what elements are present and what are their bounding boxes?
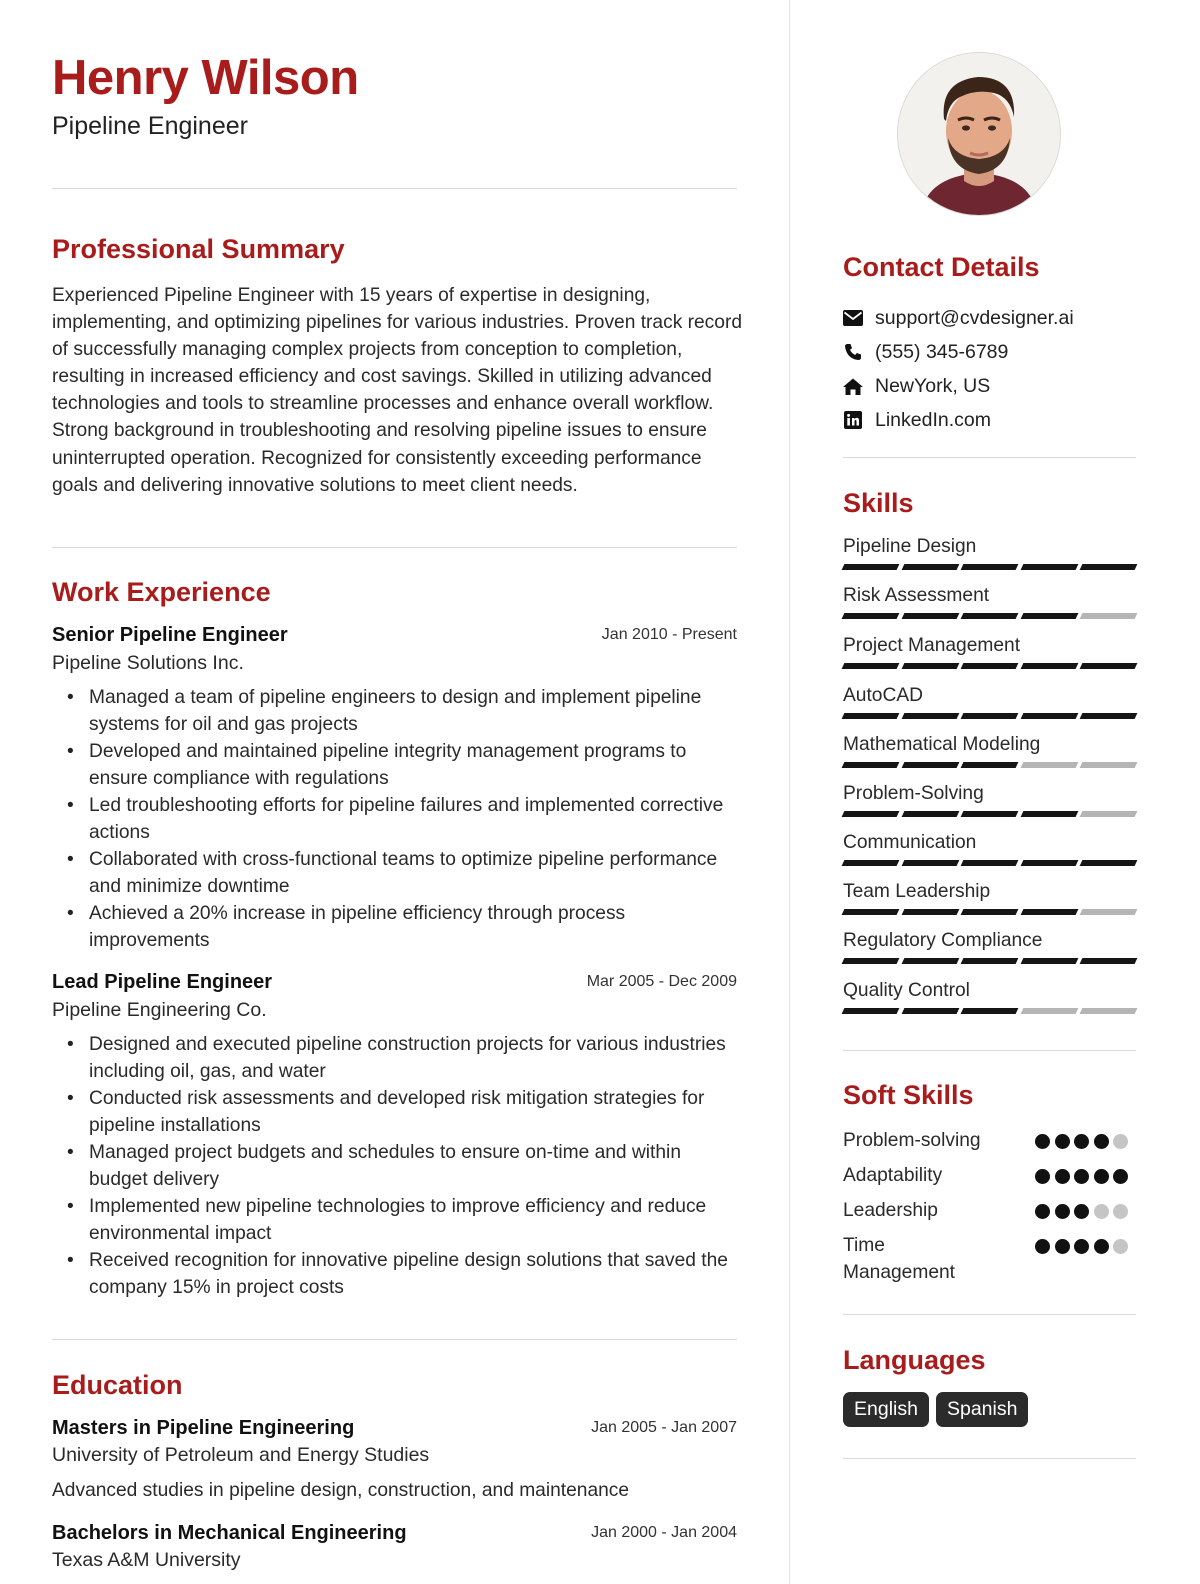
- skill-level-segment: [901, 663, 958, 669]
- skill-level-segment: [901, 909, 958, 915]
- rating-dot: [1113, 1134, 1128, 1149]
- skill-level-segment: [1080, 860, 1137, 866]
- education-description: Advanced studies in pipeline design, construction, and maintenance: [52, 1480, 630, 1501]
- skills-heading: Skills: [843, 488, 914, 518]
- skill-name: Problem-Solving: [843, 783, 984, 804]
- skill-level-segment: [901, 860, 958, 866]
- skill-row: [843, 585, 1136, 627]
- bullet-item: • Collaborated with cross-functional teams to optimize pipeline performance and minimize downtime: [89, 847, 739, 901]
- linkedin-text[interactable]: LinkedIn.com: [875, 408, 991, 431]
- education-dates: Jan 2005 - Jan 2007: [591, 1419, 737, 1436]
- contact-phone: [843, 337, 1009, 367]
- skill-level-segment: [1020, 811, 1077, 817]
- skill-level-segment: [1080, 564, 1137, 570]
- bullet-item: • Led troubleshooting efforts for pipeline failures and implemented corrective actions: [89, 793, 739, 847]
- skill-name: Pipeline Design: [843, 536, 977, 557]
- bullet-item: • Managed project budgets and schedules to ensure on-time and within budget delivery: [89, 1140, 739, 1194]
- languages-list: [843, 1392, 1028, 1427]
- skill-level-segment: [1080, 811, 1137, 817]
- header-divider: [52, 188, 737, 189]
- skill-level-segment: [961, 663, 1018, 669]
- languages-divider: [843, 1458, 1136, 1459]
- skill-name: Risk Assessment: [843, 585, 990, 606]
- skill-level-segment: [1080, 713, 1137, 719]
- rating-dot: [1055, 1204, 1070, 1219]
- skill-level-segment: [1020, 1008, 1077, 1014]
- skill-row: [843, 783, 1136, 825]
- skill-name: Quality Control: [843, 980, 970, 1001]
- skill-name: AutoCAD: [843, 685, 923, 706]
- skill-row: [843, 881, 1136, 923]
- rating-dot: [1094, 1169, 1109, 1184]
- skills-divider: [843, 1050, 1136, 1051]
- skill-level-segment: [961, 958, 1018, 964]
- job-bullets: [52, 685, 739, 955]
- skill-level-segment: [842, 713, 899, 719]
- phone-text[interactable]: (555) 345-6789: [875, 340, 1009, 363]
- soft-skills-divider: [843, 1314, 1136, 1315]
- soft-skill-name: Adaptability: [843, 1165, 943, 1186]
- column-divider: [789, 0, 790, 1584]
- soft-skill-rating: [1035, 1169, 1128, 1184]
- soft-skill-name: Time Management: [843, 1235, 955, 1283]
- rating-dot: [1055, 1239, 1070, 1254]
- skill-level-segment: [961, 1008, 1018, 1014]
- skill-level-bar: [843, 613, 1136, 620]
- skill-level-segment: [842, 1008, 899, 1014]
- skill-level-segment: [961, 762, 1018, 768]
- skill-level-segment: [901, 762, 958, 768]
- skill-level-segment: [842, 860, 899, 866]
- skill-level-segment: [961, 564, 1018, 570]
- soft-skill-name: Leadership: [843, 1200, 938, 1221]
- job-dates: Mar 2005 - Dec 2009: [586, 973, 737, 990]
- degree-title: Masters in Pipeline Engineering: [52, 1417, 355, 1439]
- job-dates: Jan 2010 - Present: [601, 626, 737, 643]
- rating-dot: [1094, 1239, 1109, 1254]
- skill-level-bar: [843, 860, 1136, 867]
- rating-dot: [1035, 1134, 1050, 1149]
- skill-level-segment: [1020, 909, 1077, 915]
- skill-level-segment: [842, 613, 899, 619]
- bullet-item: • Managed a team of pipeline engineers to design and implement pipeline systems for oil and gas projects: [89, 685, 739, 739]
- skill-level-segment: [1080, 663, 1137, 669]
- skill-level-segment: [1080, 613, 1137, 619]
- skill-level-segment: [1080, 909, 1137, 915]
- skill-level-segment: [1020, 958, 1077, 964]
- skill-row: [843, 930, 1136, 972]
- skill-level-segment: [1080, 762, 1137, 768]
- rating-dot: [1113, 1169, 1128, 1184]
- skill-level-segment: [842, 958, 899, 964]
- bullet-item: • Achieved a 20% increase in pipeline efficiency through process improvements: [89, 901, 739, 955]
- rating-dot: [1113, 1204, 1128, 1219]
- skill-name: Regulatory Compliance: [843, 930, 1043, 951]
- skill-row: [843, 536, 1136, 578]
- job-title: Lead Pipeline Engineer: [52, 971, 273, 993]
- skill-row: [843, 734, 1136, 776]
- skill-level-segment: [842, 564, 899, 570]
- soft-skill-rating: [1035, 1204, 1128, 1219]
- phone-icon: [843, 342, 863, 362]
- skill-level-segment: [961, 613, 1018, 619]
- education-dates: Jan 2000 - Jan 2004: [591, 1524, 737, 1541]
- skill-level-segment: [1080, 1008, 1137, 1014]
- rating-dot: [1094, 1204, 1109, 1219]
- skill-level-segment: [842, 663, 899, 669]
- linkedin-icon: [843, 410, 863, 430]
- skill-level-segment: [1020, 663, 1077, 669]
- rating-dot: [1055, 1169, 1070, 1184]
- bullet-item: • Implemented new pipeline technologies to improve efficiency and reduce environmental impact: [89, 1194, 739, 1248]
- skill-level-segment: [1080, 958, 1137, 964]
- skill-level-segment: [1020, 613, 1077, 619]
- skill-level-bar: [843, 909, 1136, 916]
- skill-level-segment: [961, 713, 1018, 719]
- bullet-item: • Received recognition for innovative pipeline design solutions that saved the company 15% in project costs: [89, 1248, 739, 1302]
- experience-divider: [52, 1339, 737, 1340]
- envelope-icon: [843, 308, 863, 328]
- skill-row: [843, 980, 1136, 1022]
- skill-name: Communication: [843, 832, 977, 853]
- skill-row: [843, 832, 1136, 874]
- rating-dot: [1074, 1134, 1089, 1149]
- rating-dot: [1035, 1239, 1050, 1254]
- skill-level-segment: [1020, 762, 1077, 768]
- skill-level-segment: [1020, 713, 1077, 719]
- rating-dot: [1074, 1204, 1089, 1219]
- skill-row: [843, 635, 1136, 677]
- skill-level-segment: [901, 958, 958, 964]
- skill-level-segment: [1020, 564, 1077, 570]
- soft-skill-rating: [1035, 1239, 1128, 1254]
- bullet-item: • Designed and executed pipeline construction projects for various industries including oil, gas, and water: [89, 1032, 739, 1086]
- skill-name: Mathematical Modeling: [843, 734, 1041, 755]
- rating-dot: [1113, 1239, 1128, 1254]
- skill-level-bar: [843, 811, 1136, 818]
- contact-linkedin: [843, 405, 991, 435]
- skill-level-segment: [842, 909, 899, 915]
- candidate-title: Pipeline Engineer: [52, 112, 248, 140]
- contact-divider: [843, 457, 1136, 458]
- location-text: NewYork, US: [875, 374, 991, 397]
- rating-dot: [1074, 1169, 1089, 1184]
- job-bullets: [52, 1032, 739, 1302]
- contact-email: [843, 303, 1074, 333]
- skill-level-bar: [843, 958, 1136, 965]
- rating-dot: [1035, 1204, 1050, 1219]
- skill-level-segment: [961, 909, 1018, 915]
- job-company: Pipeline Solutions Inc.: [52, 652, 244, 674]
- rating-dot: [1035, 1169, 1050, 1184]
- school-name: Texas A&M University: [52, 1549, 241, 1571]
- home-icon: [843, 376, 863, 396]
- skill-name: Project Management: [843, 635, 1021, 656]
- education-heading: Education: [52, 1370, 183, 1400]
- skill-level-bar: [843, 713, 1136, 720]
- skill-level-bar: [843, 762, 1136, 769]
- skill-level-bar: [843, 663, 1136, 670]
- summary-text: Experienced Pipeline Engineer with 15 years of expertise in designing, implementing, and optimizing pipelines for various industries. Proven track record of successfully managing complex projects from conception to completion, resulting in increased efficiency and cost savings. Skilled in utilizing advanced technologies and tools to streamline processes and enhance overall workflow. Strong background in troubleshooting and resolving pipeline issues to ensure uninterrupted operation. Recognized for consistently exceeding performance goals and delivering innovative solutions to meet client needs.: [52, 285, 743, 496]
- skill-level-segment: [1020, 860, 1077, 866]
- summary-heading: Professional Summary: [52, 234, 345, 264]
- skill-level-segment: [842, 811, 899, 817]
- job-company: Pipeline Engineering Co.: [52, 999, 267, 1021]
- rating-dot: [1055, 1134, 1070, 1149]
- skill-level-segment: [901, 811, 958, 817]
- skill-level-segment: [901, 564, 958, 570]
- soft-skill-rating: [1035, 1134, 1128, 1149]
- languages-heading: Languages: [843, 1345, 986, 1375]
- bullet-item: • Developed and maintained pipeline integrity management programs to ensure compliance with regulations: [89, 739, 739, 793]
- job-title: Senior Pipeline Engineer: [52, 624, 288, 646]
- profile-photo: [897, 52, 1061, 216]
- email-text[interactable]: support@cvdesigner.ai: [875, 306, 1074, 329]
- bullet-item: • Conducted risk assessments and developed risk mitigation strategies for pipeline installations: [89, 1086, 739, 1140]
- soft-skills-heading: Soft Skills: [843, 1080, 974, 1110]
- language-chip: Spanish: [936, 1392, 1028, 1427]
- skill-level-segment: [961, 811, 1018, 817]
- skill-name: Team Leadership: [843, 881, 991, 902]
- soft-skill-name: Problem-solving: [843, 1130, 981, 1151]
- skill-level-segment: [901, 713, 958, 719]
- candidate-name: Henry Wilson: [52, 51, 359, 105]
- language-chip: English: [843, 1392, 929, 1427]
- degree-title: Bachelors in Mechanical Engineering: [52, 1522, 407, 1544]
- skill-level-segment: [961, 860, 1018, 866]
- summary-divider: [52, 547, 737, 548]
- contact-heading: Contact Details: [843, 252, 1040, 282]
- skill-level-segment: [901, 613, 958, 619]
- school-name: University of Petroleum and Energy Studies: [52, 1444, 430, 1466]
- rating-dot: [1094, 1134, 1109, 1149]
- skill-level-bar: [843, 564, 1136, 571]
- skill-level-bar: [843, 1008, 1136, 1015]
- skill-level-segment: [901, 1008, 958, 1014]
- experience-heading: Work Experience: [52, 577, 271, 607]
- skill-row: [843, 685, 1136, 727]
- skill-level-segment: [842, 762, 899, 768]
- rating-dot: [1074, 1239, 1089, 1254]
- contact-location: [843, 371, 991, 401]
